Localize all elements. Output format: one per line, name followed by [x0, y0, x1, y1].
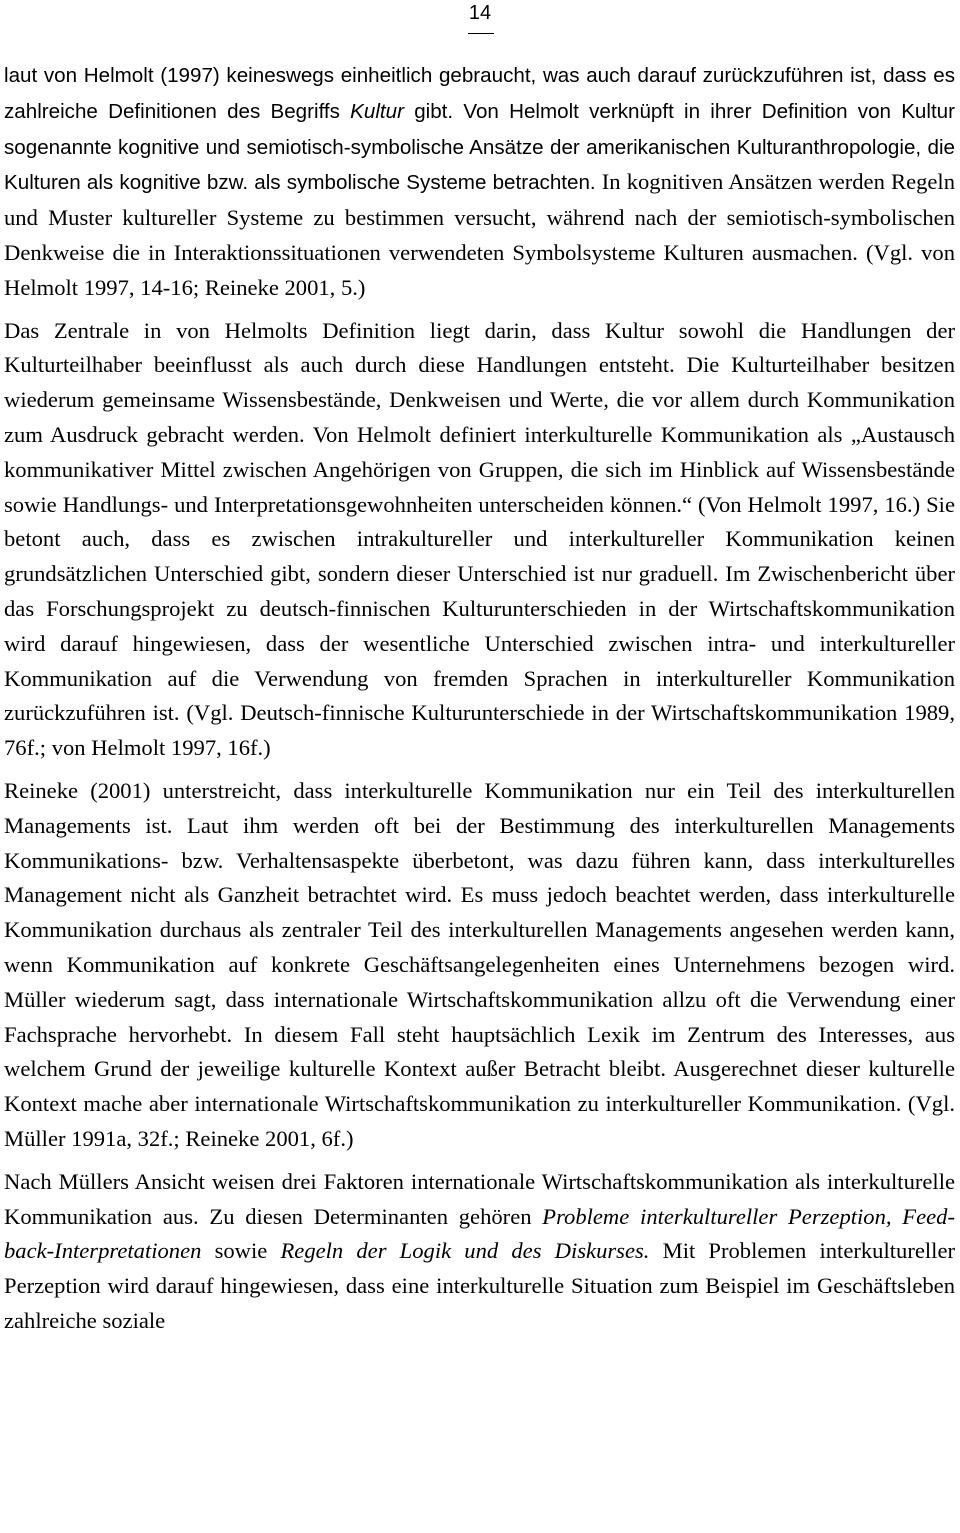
page-number: 14	[468, 2, 492, 24]
paragraph-4-text-c: Mit Problemen interkultureller Perzeption wird darauf hingewiesen, dass eine interkulturelle Situation zum Beispiel im Geschäftsleben zahlreiche soziale	[4, 1238, 955, 1333]
paragraph-4-text-a: Nach Müllers Ansicht weisen drei Faktoren internationale Wirtschaftskommunikation als interkulturelle Kommunikation aus. Zu diesen Determinanten gehören	[4, 1168, 955, 1229]
page-number-rule	[468, 33, 494, 34]
paragraph-1	[4, 58, 955, 306]
document-body	[4, 58, 955, 1339]
paragraph-1-text-c: In kognitiven Ansätzen werden Regeln und Muster kultureller Systeme zu bestimmen versucht, während nach der semiotisch-symbolischen Denkweise die in Interaktionssituationen verwendeten Symbolsysteme Kulturen ausmachen. (Vgl. von Helmolt 1997, 14-16; Reineke 2001, 5.)	[4, 169, 955, 300]
paragraph-4-factors-1: Probleme interkultureller Perzeption, Feed-back-Interpretationen	[4, 1203, 955, 1264]
paragraph-4-text-b: sowie	[201, 1238, 281, 1264]
paragraph-1-text-b: gibt. Von Helmolt verknüpft in ihrer Definition von Kultur sogenannte kognitive und semiotisch-symbolische Ansätze der amerikanischen Kulturanthropologie, die Kulturen als kognitive bzw. als symbolische Systeme betrachten.	[4, 99, 955, 195]
paragraph-1-text-a: laut von Helmolt (1997) keineswegs einheitlich gebraucht, was auch darauf zurückzuführen ist, dass es zahlreiche Definitionen des Begriffs	[4, 64, 955, 123]
paragraph-3: Reineke (2001) unterstreicht, dass interkulturelle Kommunikation nur ein Teil des interkulturellen Managements ist. Laut ihm werden oft bei der Bestimmung des interkulturellen Managements Kommunikations- bzw. Verhaltensaspekte überbetont, was dazu führen kann, dass interkulturelles Management nicht als Ganzheit betrachtet wird. Es muss jedoch beachtet werden, dass interkulturelle Kommunikation durchaus als zentraler Teil des interkulturellen Managements angesehen werden kann, wenn Kommunikation auf konkrete Geschäftsangelegenheiten eines Unternehmens bezogen wird. Müller wiederum sagt, dass internationale Wirtschaftskommunikation allzu oft die Verwendung einer Fachsprache hervorhebt. In diesem Fall steht hauptsächlich Lexik im Zentrum des Interesses, aus welchem Grund der jeweilige kulturelle Kontext außer Betracht bleibt. Ausgerechnet dieser kulturelle Kontext mache aber internationale Wirtschaftskommunikation zu interkultureller Kommunikation. (Vgl. Müller 1991a, 32f.; Reineke 2001, 6f.)	[4, 777, 955, 1151]
paragraph-4	[4, 1165, 955, 1339]
paragraph-1-term-kultur: Kultur	[350, 99, 404, 123]
paragraph-2: Das Zentrale in von Helmolts Definition liegt darin, dass Kultur sowohl die Handlungen der Kulturteilhaber beeinflusst als auch durch diese Handlungen entsteht. Die Kulturteilhaber besitzen wiederum gemeinsame Wissensbestände, Denkweisen und Werte, die vor allem durch Kommunikation zum Ausdruck gebracht werden. Von Helmolt definiert interkulturelle Kommunikation als „Austausch kommunikativer Mittel zwischen Angehörigen von Gruppen, die sich im Hinblick auf Wissensbestände sowie Handlungs- und Interpretationsgewohnheiten unterscheiden können.“ (Von Helmolt 1997, 16.) Sie betont auch, dass es zwischen intrakultureller und interkultureller Kommunikation keinen grundsätzlichen Unterschied gibt, sondern dieser Unterschied ist nur graduell. Im Zwischenbericht über das Forschungsprojekt zu deutsch-finnischen Kulturunterschieden in der Wirtschaftskommunikation wird darauf hingewiesen, dass der wesentliche Unterschied zwischen intra- und interkultureller Kommunikation auf die Verwendung von fremden Sprachen in interkultureller Kommunikation zurückzuführen ist. (Vgl. Deutsch-finnische Kulturunterschiede in der Wirtschaftskommunikation 1989, 76f.; von Helmolt 1997, 16f.)	[4, 317, 955, 761]
paragraph-4-factors-2: Regeln der Logik und des Diskurses.	[280, 1238, 650, 1264]
